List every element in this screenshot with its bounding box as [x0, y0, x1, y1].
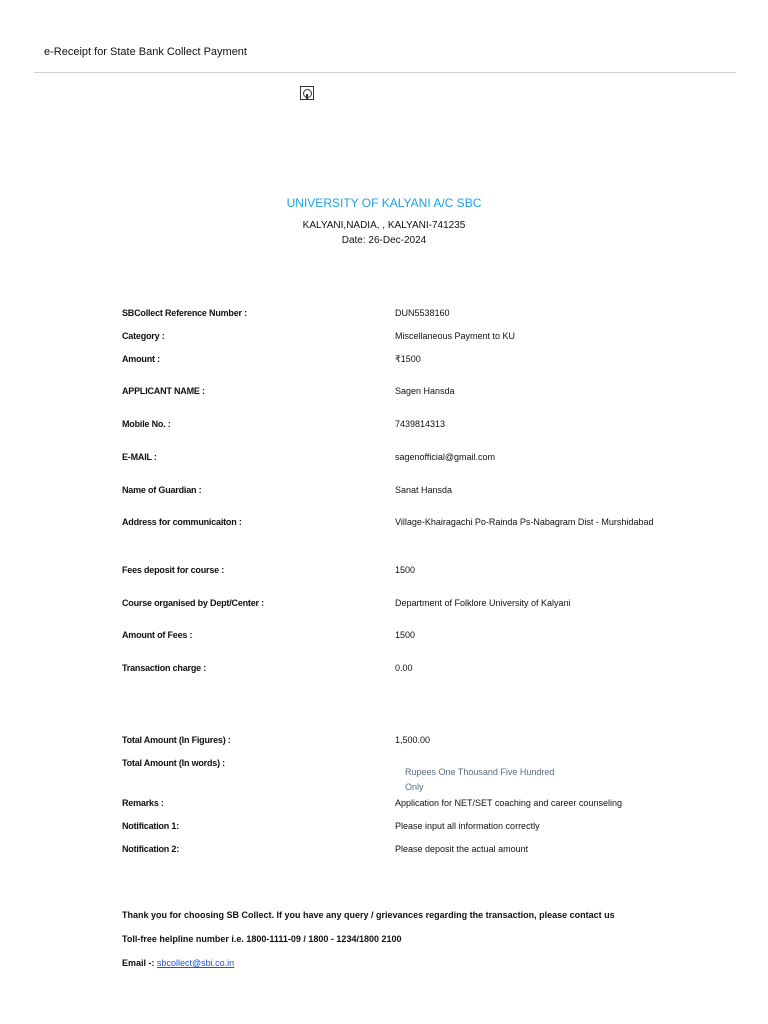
- notification-2-value: Please deposit the actual amount: [395, 844, 529, 854]
- mobile-value: 7439814313: [395, 419, 446, 429]
- category-label: Category :: [122, 331, 165, 341]
- institution-address: KALYANI,NADIA, , KALYANI-741235: [302, 220, 466, 231]
- reference-number-value: DUN5538160: [395, 308, 450, 318]
- receipt-date: Date: 26-Dec-2024: [341, 235, 427, 246]
- helpline-text: Toll-free helpline number i.e. 1800-1111-09 / 1800 - 1234/1800 2100: [122, 934, 402, 944]
- applicant-name-label: APPLICANT NAME :: [122, 386, 205, 396]
- remarks-label: Remarks :: [122, 798, 164, 808]
- support-email-link[interactable]: sbcollect@sbi.co.in: [157, 958, 235, 968]
- reference-number-label: SBCollect Reference Number :: [122, 308, 247, 318]
- notification-1-label: Notification 1:: [122, 821, 179, 831]
- notification-2-label: Notification 2:: [122, 844, 179, 854]
- address-value: Village-Khairagachi Po-Rainda Ps-Nabagram Dist - Murshidabad: [395, 517, 654, 527]
- total-figures-label: Total Amount (In Figures) :: [122, 735, 231, 745]
- amount-of-fees-value: 1500: [395, 630, 416, 640]
- thanks-message: Thank you for choosing SB Collect. If you have any query / grievances regarding the transaction, please contact us: [122, 910, 615, 920]
- total-words-label: Total Amount (In words) :: [122, 758, 225, 768]
- address-label: Address for communicaiton :: [122, 517, 242, 527]
- transaction-charge-label: Transaction charge :: [122, 663, 207, 673]
- contact-email: [122, 958, 234, 968]
- header-divider: [34, 72, 736, 73]
- total-figures-value: 1,500.00: [395, 735, 431, 745]
- guardian-label: Name of Guardian :: [122, 485, 202, 495]
- category-value: Miscellaneous Payment to KU: [395, 331, 516, 341]
- email-value: sagenofficial@gmail.com: [395, 452, 496, 462]
- fees-deposit-value: 1500: [395, 565, 416, 575]
- mobile-label: Mobile No. :: [122, 419, 171, 429]
- amount-value: ₹1500: [395, 354, 421, 364]
- notification-1-value: Please input all information correctly: [395, 821, 540, 831]
- email-label: E-MAIL :: [122, 452, 157, 462]
- course-dept-value: Department of Folklore University of Kalyani: [395, 598, 571, 608]
- amount-label: Amount :: [122, 354, 160, 364]
- guardian-value: Sanat Hansda: [395, 485, 453, 495]
- total-words-value: Rupees One Thousand Five Hundred Only: [405, 767, 555, 792]
- page-title: e-Receipt for State Bank Collect Payment: [44, 46, 247, 58]
- course-dept-label: Course organised by Dept/Center :: [122, 598, 264, 608]
- applicant-name-value: Sagen Hansda: [395, 386, 455, 396]
- sbi-logo-icon: [300, 86, 314, 100]
- remarks-value: Application for NET/SET coaching and career counseling: [395, 798, 622, 808]
- amount-of-fees-label: Amount of Fees :: [122, 630, 193, 640]
- institution-name: UNIVERSITY OF KALYANI A/C SBC: [286, 196, 482, 210]
- email-prefix-label: Email -:: [122, 958, 158, 968]
- transaction-charge-value: 0.00: [395, 663, 413, 673]
- fees-deposit-label: Fees deposit for course :: [122, 565, 225, 575]
